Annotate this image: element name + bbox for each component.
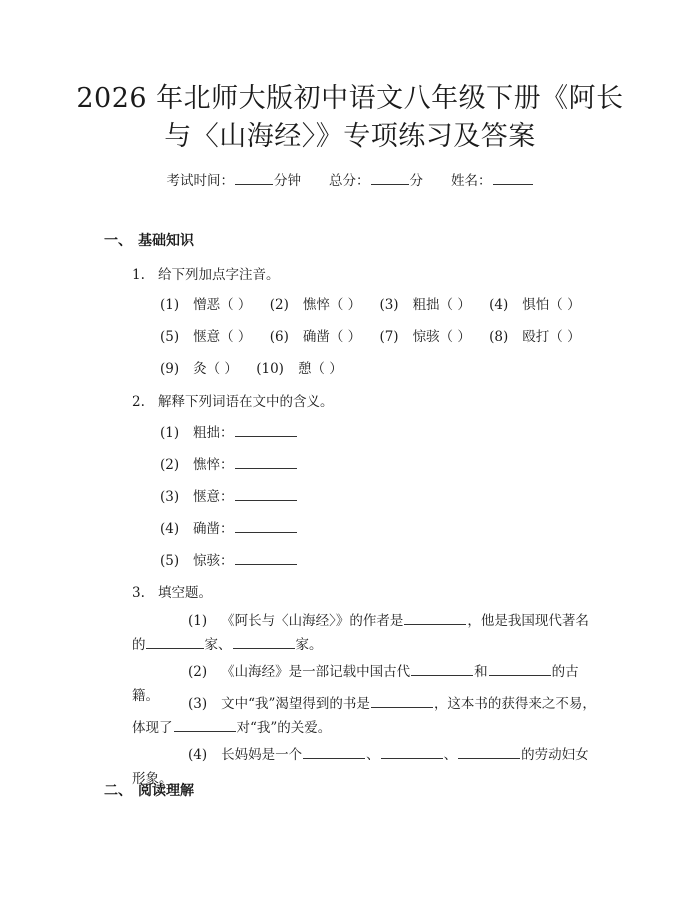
pinyin-item[interactable]: (5) 惬意（ ） — [160, 329, 252, 345]
time-blank[interactable] — [235, 170, 273, 185]
answer-blank[interactable] — [371, 693, 433, 708]
fill-item-4: (4) 长妈妈是一个 、 、 的劳动妇女形象。 — [132, 743, 602, 791]
answer-blank[interactable] — [404, 610, 466, 625]
pinyin-item[interactable]: (9) 灸（ ） — [160, 361, 238, 377]
pinyin-item[interactable]: (7) 惊骇（ ） — [379, 329, 471, 345]
time-label: 考试时间： — [166, 173, 234, 189]
question-1 — [132, 263, 280, 283]
pinyin-row-3 — [160, 357, 357, 377]
question-2 — [132, 390, 334, 410]
document-title-line1: 2026 年北师大版初中语文八年级下册《阿长 — [76, 83, 624, 114]
answer-blank[interactable] — [235, 518, 297, 533]
section-number: 二、 — [104, 783, 132, 799]
answer-blank[interactable] — [235, 550, 297, 565]
answer-blank[interactable] — [235, 422, 297, 437]
definition-item: (2) 憔悴： — [160, 453, 298, 473]
answer-blank[interactable] — [146, 634, 204, 649]
pinyin-row-2 — [160, 325, 595, 345]
pinyin-item[interactable]: (3) 粗拙（ ） — [379, 297, 471, 313]
answer-blank[interactable] — [411, 661, 473, 676]
pinyin-item[interactable]: (10) 憩（ ） — [256, 361, 343, 377]
pinyin-item[interactable]: (4) 惧怕（ ） — [489, 297, 581, 313]
fill-item-2: (2) 《山海经》是一部记载中国古代 和 的古籍。 — [132, 660, 602, 708]
pinyin-item[interactable]: (6) 确凿（ ） — [269, 329, 362, 345]
time-unit: 分钟 — [274, 173, 301, 189]
definition-item: (3) 惬意： — [160, 485, 298, 505]
fill-item-3: (3) 文中“我”渴望得到的书是 ，这本书的获得来之不易，体现了 对“我”的关爱。 — [132, 692, 602, 740]
answer-blank[interactable] — [235, 486, 297, 501]
pinyin-row-1 — [160, 293, 595, 313]
pinyin-item[interactable]: (8) 殴打（ ） — [489, 329, 581, 345]
answer-blank[interactable] — [489, 661, 551, 676]
question-3 — [132, 581, 212, 601]
section-heading-basic — [104, 230, 194, 250]
question-text: 填空题。 — [158, 585, 212, 601]
fill-item-1: (1) 《阿长与〈山海经〉》的作者是 ，他是我国现代著名的 家、 家。 — [132, 609, 602, 657]
pinyin-item[interactable]: (1) 憎恶（ ） — [160, 297, 252, 313]
definition-item: (1) 粗拙： — [160, 421, 298, 441]
question-number: 2. — [132, 394, 145, 410]
question-number: 1. — [132, 267, 145, 283]
answer-blank[interactable] — [233, 634, 295, 649]
section-title: 阅读理解 — [138, 783, 194, 799]
name-blank[interactable] — [493, 170, 533, 185]
name-label: 姓名： — [451, 173, 492, 189]
document-title-line2: 与〈山海经〉》专项练习及答案 — [164, 121, 536, 152]
answer-blank[interactable] — [458, 744, 520, 759]
score-label: 总分： — [329, 173, 370, 189]
answer-blank[interactable] — [303, 744, 365, 759]
section-heading-reading — [104, 780, 194, 800]
answer-blank[interactable] — [381, 744, 443, 759]
question-text: 解释下列词语在文中的含义。 — [158, 394, 334, 410]
pinyin-item[interactable]: (2) 憔悴（ ） — [269, 297, 362, 313]
question-number: 3. — [132, 585, 145, 601]
answer-blank[interactable] — [174, 717, 236, 732]
definition-item: (5) 惊骇： — [160, 549, 298, 569]
definition-item: (4) 确凿： — [160, 517, 298, 537]
section-number: 一、 — [104, 233, 132, 249]
score-unit: 分 — [409, 173, 423, 189]
answer-blank[interactable] — [235, 454, 297, 469]
score-blank[interactable] — [371, 170, 409, 185]
exam-info — [0, 169, 700, 189]
section-title: 基础知识 — [138, 233, 194, 249]
question-text: 给下列加点字注音。 — [158, 267, 280, 283]
